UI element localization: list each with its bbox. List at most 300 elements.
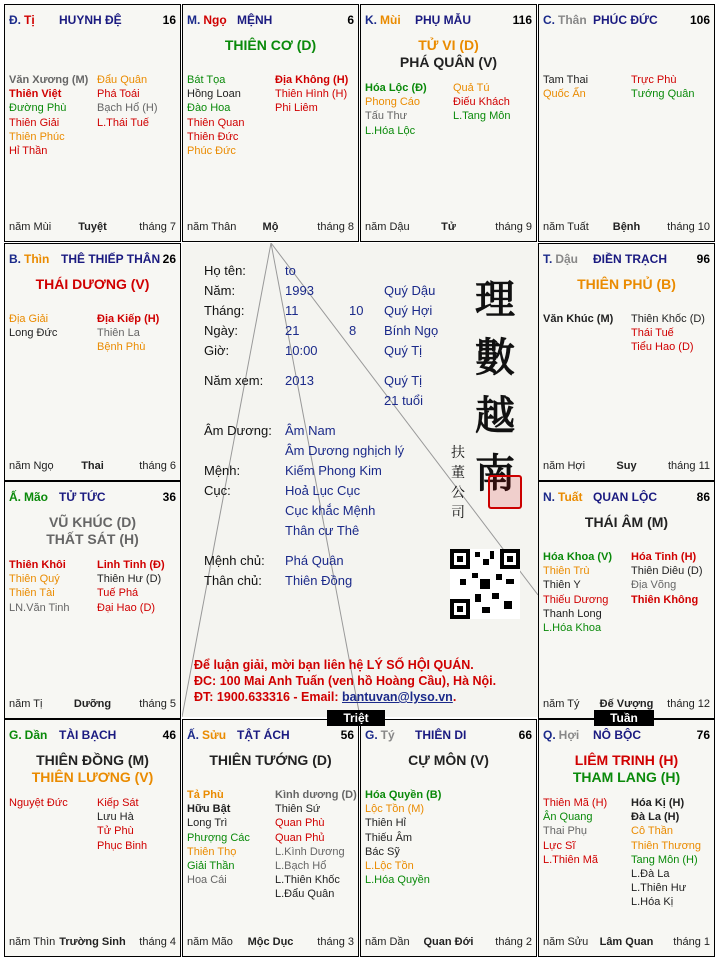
branch-name: Thân (558, 13, 587, 27)
minor-star: Thiên La (97, 327, 140, 340)
palace-stage: Trường Sinh (59, 936, 126, 948)
minor-star: Bác Sỹ (365, 845, 400, 858)
palace-month: tháng 3 (317, 936, 354, 948)
palace-name: MỆNH (237, 13, 273, 27)
minor-star: Nguyệt Đức (9, 797, 68, 809)
minor-star: Kình dương (D) (275, 789, 357, 801)
palace-ty (360, 719, 537, 957)
label-am-duong: Âm Dương: (204, 423, 272, 438)
palace-month: tháng 11 (667, 460, 710, 472)
minor-stars-left (543, 312, 613, 326)
label-ngay: Ngày: (204, 323, 238, 338)
value-ngay-can-chi: Bính Ngọ (384, 323, 439, 338)
minor-star: Phúc Đức (187, 144, 236, 157)
minor-star: Lưu Hà (97, 811, 134, 824)
red-seal-stamp (488, 475, 522, 509)
contact-email-link[interactable]: bantuvan@lyso.vn (342, 690, 453, 704)
minor-stars-left (9, 312, 57, 340)
value-than-chu: Thiên Đồng (285, 573, 353, 588)
minor-star: L.Đà La (631, 867, 670, 880)
palace-stage: Bệnh (612, 221, 641, 233)
minor-star: Hóa Kị (H) (631, 797, 685, 809)
branch-prefix: T. (543, 252, 553, 266)
minor-star: Địa Kiếp (H) (97, 313, 160, 325)
minor-star: Thanh Long (543, 607, 602, 620)
minor-star: L.Đẩu Quân (275, 888, 335, 901)
branch-prefix: K. (365, 13, 377, 27)
palace-month: tháng 9 (495, 221, 532, 233)
minor-star: Thiên Đức (187, 130, 239, 143)
value-ngay-am: 8 (349, 323, 357, 338)
label-cuc: Cục: (204, 483, 231, 498)
palace-mui (360, 4, 537, 242)
value-ngay: 21 (285, 323, 300, 338)
minor-star: L.Kình Dương (275, 845, 345, 858)
minor-stars-right (631, 73, 695, 101)
minor-star: Quả Tú (453, 82, 490, 94)
minor-star: Thiếu Dương (543, 593, 609, 606)
value-nam-xem: 2013 (285, 373, 314, 388)
palace-name: ĐIỀN TRẠCH (593, 252, 667, 266)
palace-hoi (538, 719, 715, 957)
palace-header (187, 728, 354, 744)
palace-dau (538, 243, 715, 481)
value-thang: 11 (285, 303, 299, 318)
major-star: THIÊN CƠ (D) (224, 37, 317, 53)
palace-header (9, 728, 176, 744)
palace-month: tháng 1 (673, 936, 710, 948)
minor-stars-left (543, 550, 612, 635)
major-star: TỬ VI (D) (418, 37, 479, 53)
tuan-tag: Tuần (594, 710, 654, 726)
minor-star: LN.Văn Tinh (9, 601, 70, 614)
minor-star: L.Hóa Khoa (543, 621, 602, 634)
minor-star: L.Hóa Quyền (365, 874, 430, 887)
palace-month: tháng 2 (495, 936, 532, 948)
minor-star: Tam Thai (543, 74, 589, 86)
minor-stars-left (187, 73, 244, 158)
palace-branch (9, 490, 48, 504)
minor-stars-right (453, 81, 510, 124)
major-star: THIÊN LƯƠNG (V) (31, 769, 154, 785)
palace-month: tháng 10 (667, 221, 710, 233)
minor-star: Hoa Cái (187, 874, 227, 887)
minor-star: Quan Phù (275, 817, 325, 830)
palace-month: tháng 5 (139, 698, 176, 710)
minor-star: Thiên Hỉ (365, 817, 406, 830)
major-star: THIÊN TƯỚNG (D) (209, 752, 332, 768)
palace-year: năm Ngọ (9, 460, 54, 472)
palace-name: TỬ TỨC (59, 490, 106, 504)
minor-star: Thiên Việt (9, 88, 62, 101)
palace-thin (4, 243, 181, 481)
palace-number: 66 (518, 728, 532, 742)
minor-star: L.Thiên Khốc (275, 874, 340, 887)
branch-name: Dần (24, 728, 48, 742)
value-cuc: Hoả Lục Cục (285, 483, 361, 498)
value-menh: Kiếm Phong Kim (285, 463, 382, 478)
palace-header (543, 252, 710, 268)
palace-year: năm Tuất (543, 221, 589, 233)
palace-branch (543, 728, 579, 742)
branch-prefix: N. (543, 490, 555, 504)
palace-number: 116 (512, 13, 532, 27)
minor-stars-right (275, 73, 348, 116)
minor-star: Trực Phù (631, 74, 677, 86)
palace-stage: Dưỡng (73, 698, 112, 710)
branch-name: Ngọ (203, 13, 227, 27)
minor-star: Hữu Bật (187, 803, 231, 816)
palace-number: 16 (162, 13, 176, 27)
major-star: THIÊN ĐỒNG (M) (36, 752, 149, 768)
minor-stars-right (631, 796, 701, 910)
minor-stars-right (97, 73, 158, 130)
palace-stage: Lâm Quan (599, 936, 654, 948)
minor-star: Đào Hoa (187, 102, 231, 115)
label-menh-chu: Mệnh chủ: (204, 553, 265, 568)
minor-star: Tuế Phá (97, 587, 139, 600)
minor-star: Tang Môn (H) (631, 853, 698, 866)
value-tuoi: 21 tuổi (384, 393, 424, 408)
minor-star: Thiên Sứ (275, 803, 321, 816)
minor-star: Long Đức (9, 327, 58, 340)
palace-footer (9, 460, 176, 474)
palace-stage: Suy (616, 460, 637, 472)
palace-name: TẬT ÁCH (237, 728, 290, 742)
value-cuc-note2: Thân cư Thê (285, 523, 360, 538)
palace-stage: Tử (441, 221, 456, 233)
branch-name: Dậu (555, 252, 579, 266)
label-menh: Mệnh: (204, 463, 241, 478)
palace-footer (9, 936, 176, 950)
palace-branch (9, 13, 35, 27)
palace-branch (187, 13, 227, 27)
branch-prefix: Ấ. (9, 490, 21, 504)
branch-prefix: Ấ. (187, 728, 199, 742)
minor-star: Hóa Khoa (V) (543, 551, 613, 563)
palace-branch (543, 490, 582, 504)
palace-year: năm Tị (9, 698, 43, 710)
palace-number: 76 (696, 728, 710, 742)
minor-stars-right (97, 796, 147, 853)
minor-star: Thiên Trù (543, 565, 590, 578)
palace-stage: Quan Đới (423, 936, 474, 948)
contact-phone: ĐT: 1900.633316 - Email: (194, 690, 342, 704)
minor-star: Địa Không (H) (275, 74, 349, 86)
value-thang-am: 10 (349, 303, 364, 318)
palace-name: QUAN LỘC (593, 490, 657, 504)
palace-year: năm Thìn (9, 936, 56, 948)
minor-star: Phong Cáo (365, 96, 421, 109)
palace-branch (187, 728, 226, 742)
branch-name: Thìn (24, 252, 50, 266)
minor-stars-left (9, 73, 88, 158)
small-seal-text: 扶 董 公 司 (451, 445, 465, 521)
palace-year: năm Mão (187, 936, 233, 948)
palace-stage: Mộ (262, 221, 279, 233)
minor-star: Kiếp Sát (97, 797, 139, 809)
contact-suffix: . (452, 690, 457, 704)
minor-star: Hồng Loan (187, 88, 241, 101)
minor-star: L.Bạch Hổ (275, 859, 327, 872)
palace-name: PHỤ MẪU (415, 13, 471, 27)
branch-name: Mùi (380, 13, 401, 27)
minor-stars-left (543, 73, 588, 101)
minor-star: Bệnh Phù (97, 341, 146, 354)
minor-star: Hỉ Thần (9, 144, 48, 157)
palace-year: năm Dậu (365, 221, 410, 233)
minor-star: Địa Võng (631, 579, 677, 592)
minor-star: Thiên Mã (H) (543, 797, 608, 809)
minor-star: Thiên Không (631, 593, 699, 606)
palace-mao (4, 481, 181, 719)
palace-footer (9, 221, 176, 235)
palace-number: 36 (162, 490, 176, 504)
palace-year: năm Dần (365, 936, 410, 948)
label-thang: Tháng: (204, 303, 245, 318)
minor-stars-left (9, 558, 70, 615)
palace-year: năm Hợi (543, 460, 586, 472)
palace-header (9, 13, 176, 29)
palace-name: NÔ BỘC (593, 728, 641, 742)
minor-star: Thiên Quý (9, 573, 60, 586)
minor-stars-left (365, 81, 427, 138)
palace-month: tháng 7 (139, 221, 176, 233)
minor-star: Linh Tinh (Đ) (97, 559, 165, 571)
palace-footer (543, 221, 710, 235)
major-star: THIÊN PHỦ (B) (577, 276, 676, 292)
minor-star: Phục Binh (97, 839, 148, 852)
minor-star: Thái Tuế (631, 327, 674, 340)
palace-number: 46 (162, 728, 176, 742)
value-ho-ten: to (285, 263, 296, 278)
minor-stars-left (365, 788, 441, 887)
minor-stars-right (631, 312, 705, 355)
value-gio-can-chi: Quý Tị (384, 343, 423, 358)
minor-star: Long Trì (187, 817, 228, 830)
minor-star: Thiên Tài (9, 587, 55, 600)
minor-star: Đẩu Quân (97, 74, 148, 86)
contact-line-3 (194, 690, 456, 704)
palace-footer (187, 221, 354, 235)
value-am-duong-note: Âm Dương nghịch lý (285, 443, 405, 458)
minor-star: Địa Giải (9, 313, 49, 325)
branch-prefix: B. (9, 252, 21, 266)
palace-name: HUYNH ĐỆ (59, 13, 122, 27)
branch-prefix: M. (187, 13, 201, 27)
minor-star: Thiên Phúc (9, 130, 65, 143)
palace-number: 86 (696, 490, 710, 504)
palace-footer (543, 460, 710, 474)
value-nam-can-chi: Quý Dậu (384, 283, 436, 298)
minor-star: Hóa Quyền (B) (365, 789, 442, 801)
palace-header (9, 252, 176, 268)
minor-star: Quan Phủ (275, 831, 325, 844)
label-than-chu: Thân chủ: (204, 573, 262, 588)
palace-header (543, 490, 710, 506)
value-gio: 10:00 (285, 343, 318, 358)
palace-branch (9, 728, 47, 742)
palace-stage: Mộc Dục (247, 936, 294, 948)
contact-line-2: ĐC: 100 Mai Anh Tuấn (ven hồ Hoàng Cầu), Hà Nội. (194, 674, 497, 688)
minor-star: L.Thiên Mã (543, 853, 599, 866)
palace-number: 6 (347, 13, 354, 27)
minor-stars-right (275, 788, 357, 902)
palace-ngo (182, 4, 359, 242)
minor-star: L.Hóa Lộc (365, 124, 416, 137)
palace-header (543, 728, 710, 744)
minor-star: L.Hóa Kị (631, 896, 674, 909)
minor-star: Đà La (H) (631, 811, 680, 824)
minor-star: Đường Phù (9, 102, 67, 115)
palace-footer (187, 936, 354, 950)
palace-header (365, 728, 532, 744)
branch-prefix: G. (9, 728, 22, 742)
minor-star: Thiên Quan (187, 116, 245, 129)
minor-star: Cô Thần (631, 825, 673, 838)
minor-stars-right (97, 558, 165, 615)
palace-month: tháng 12 (667, 698, 710, 710)
major-star: VŨ KHÚC (D) (48, 514, 137, 530)
minor-star: Tử Phù (97, 825, 134, 838)
palace-month: tháng 6 (139, 460, 176, 472)
palace-year: năm Mùi (9, 221, 52, 233)
palace-header (9, 490, 176, 506)
palace-footer (9, 698, 176, 712)
minor-star: Phá Toái (97, 88, 140, 101)
minor-star: Tiểu Hao (D) (631, 341, 694, 354)
minor-star: Phượng Các (187, 831, 250, 844)
minor-star: Thiên Khôi (9, 559, 66, 571)
palace-dan (4, 719, 181, 957)
label-gio: Giờ: (204, 343, 230, 358)
minor-stars-left (9, 796, 68, 810)
minor-star: Thiên Y (543, 579, 581, 592)
label-nam-xem: Năm xem: (204, 373, 264, 388)
minor-star: Tướng Quân (631, 88, 695, 101)
palace-number: 26 (162, 252, 176, 266)
branch-name: Sửu (202, 728, 227, 742)
palace-name: PHÚC ĐỨC (593, 13, 658, 27)
palace-stage: Tuyệt (78, 221, 107, 233)
major-star: THÁI DƯƠNG (V) (35, 276, 150, 292)
palace-than (538, 4, 715, 242)
value-am-duong: Âm Nam (285, 423, 336, 438)
palace-ti (4, 4, 181, 242)
minor-stars-left (187, 788, 250, 887)
value-cuc-note1: Cục khắc Mệnh (285, 503, 376, 518)
minor-star: Lộc Tồn (M) (365, 803, 425, 816)
palace-month: tháng 8 (317, 221, 354, 233)
minor-star: Điếu Khách (453, 96, 510, 109)
contact-line-1: Để luận giải, mời bạn liên hệ LÝ SỐ HỘI QUÁN. (194, 658, 474, 672)
palace-header (187, 13, 354, 29)
triet-tag: Triệt (327, 710, 385, 726)
minor-star: Thiếu Âm (365, 831, 413, 844)
palace-footer (365, 936, 532, 950)
palace-tuat (538, 481, 715, 719)
palace-suu (182, 719, 359, 957)
label-ho-ten: Họ tên: (204, 263, 246, 278)
qr-code (450, 549, 520, 619)
branch-name: Tuất (558, 490, 583, 504)
minor-star: Văn Xương (M) (9, 74, 89, 86)
value-menh-chu: Phá Quân (285, 553, 344, 568)
minor-star: L.Tang Môn (453, 110, 511, 123)
minor-star: Ân Quang (543, 811, 593, 824)
palace-month: tháng 4 (139, 936, 176, 948)
minor-star: L.Thái Tuế (97, 116, 149, 129)
value-nam: 1993 (285, 283, 314, 298)
major-star: THÁI ÂM (M) (584, 514, 669, 530)
major-star: LIÊM TRINH (H) (574, 752, 679, 768)
minor-star: Thiên Giải (9, 116, 60, 129)
branch-prefix: Q. (543, 728, 556, 742)
value-nam-xem-can-chi: Quý Tị (384, 373, 423, 388)
minor-star: Hóa Lộc (Đ) (365, 82, 427, 94)
palace-footer (543, 936, 710, 950)
palace-number: 96 (696, 252, 710, 266)
palace-branch (9, 252, 49, 266)
branch-name: Tý (380, 728, 395, 742)
branch-name: Tị (24, 13, 35, 27)
minor-stars-right (97, 312, 159, 355)
major-star: THẤT SÁT (H) (46, 531, 139, 547)
minor-star: L.Thiên Hư (631, 882, 687, 895)
minor-star: Thai Phụ (543, 825, 588, 838)
palace-name: THÊ THIẾP THÂN (61, 252, 161, 266)
branch-prefix: G. (365, 728, 378, 742)
branch-name: Mão (24, 490, 48, 504)
minor-star: Thiên Khốc (D) (631, 313, 705, 325)
palace-footer (365, 221, 532, 235)
palace-branch (365, 728, 395, 742)
minor-star: L.Lộc Tồn (365, 859, 414, 872)
palace-stage: Đế Vượng (599, 698, 654, 710)
value-thang-can-chi: Quý Hợi (384, 303, 433, 318)
minor-star: Văn Khúc (M) (543, 313, 614, 325)
minor-stars-right (631, 550, 703, 607)
minor-star: Thiên Thọ (187, 845, 237, 858)
calligraphy-logo: 理 數 越 南 (475, 276, 515, 497)
palace-number: 56 (340, 728, 354, 742)
major-star: CỰ MÔN (V) (408, 752, 489, 768)
branch-name: Hợi (558, 728, 580, 742)
palace-year: năm Sửu (543, 936, 589, 948)
palace-year: năm Thân (187, 221, 237, 233)
palace-name: THIÊN DI (415, 728, 467, 742)
minor-star: Thiên Hư (D) (97, 573, 162, 586)
minor-star: Phi Liêm (275, 102, 318, 115)
palace-stage: Thai (81, 460, 104, 472)
palace-name: TÀI BẠCH (59, 728, 117, 742)
branch-prefix: Đ. (9, 13, 21, 27)
minor-star: Đại Hao (D) (97, 601, 156, 614)
minor-star: Thiên Thương (631, 839, 702, 852)
minor-star: Bạch Hổ (H) (97, 102, 158, 115)
minor-star: Thiên Diêu (D) (631, 565, 703, 578)
minor-star: Hóa Tinh (H) (631, 551, 697, 563)
palace-branch (365, 13, 401, 27)
minor-star: Lực Sĩ (543, 839, 576, 852)
palace-number: 106 (689, 13, 710, 27)
palace-year: năm Tý (543, 698, 580, 710)
palace-header (365, 13, 532, 29)
center-info-panel (182, 243, 538, 717)
palace-branch (543, 252, 578, 266)
minor-star: Thiên Hình (H) (275, 88, 348, 101)
label-nam: Năm: (204, 283, 236, 298)
